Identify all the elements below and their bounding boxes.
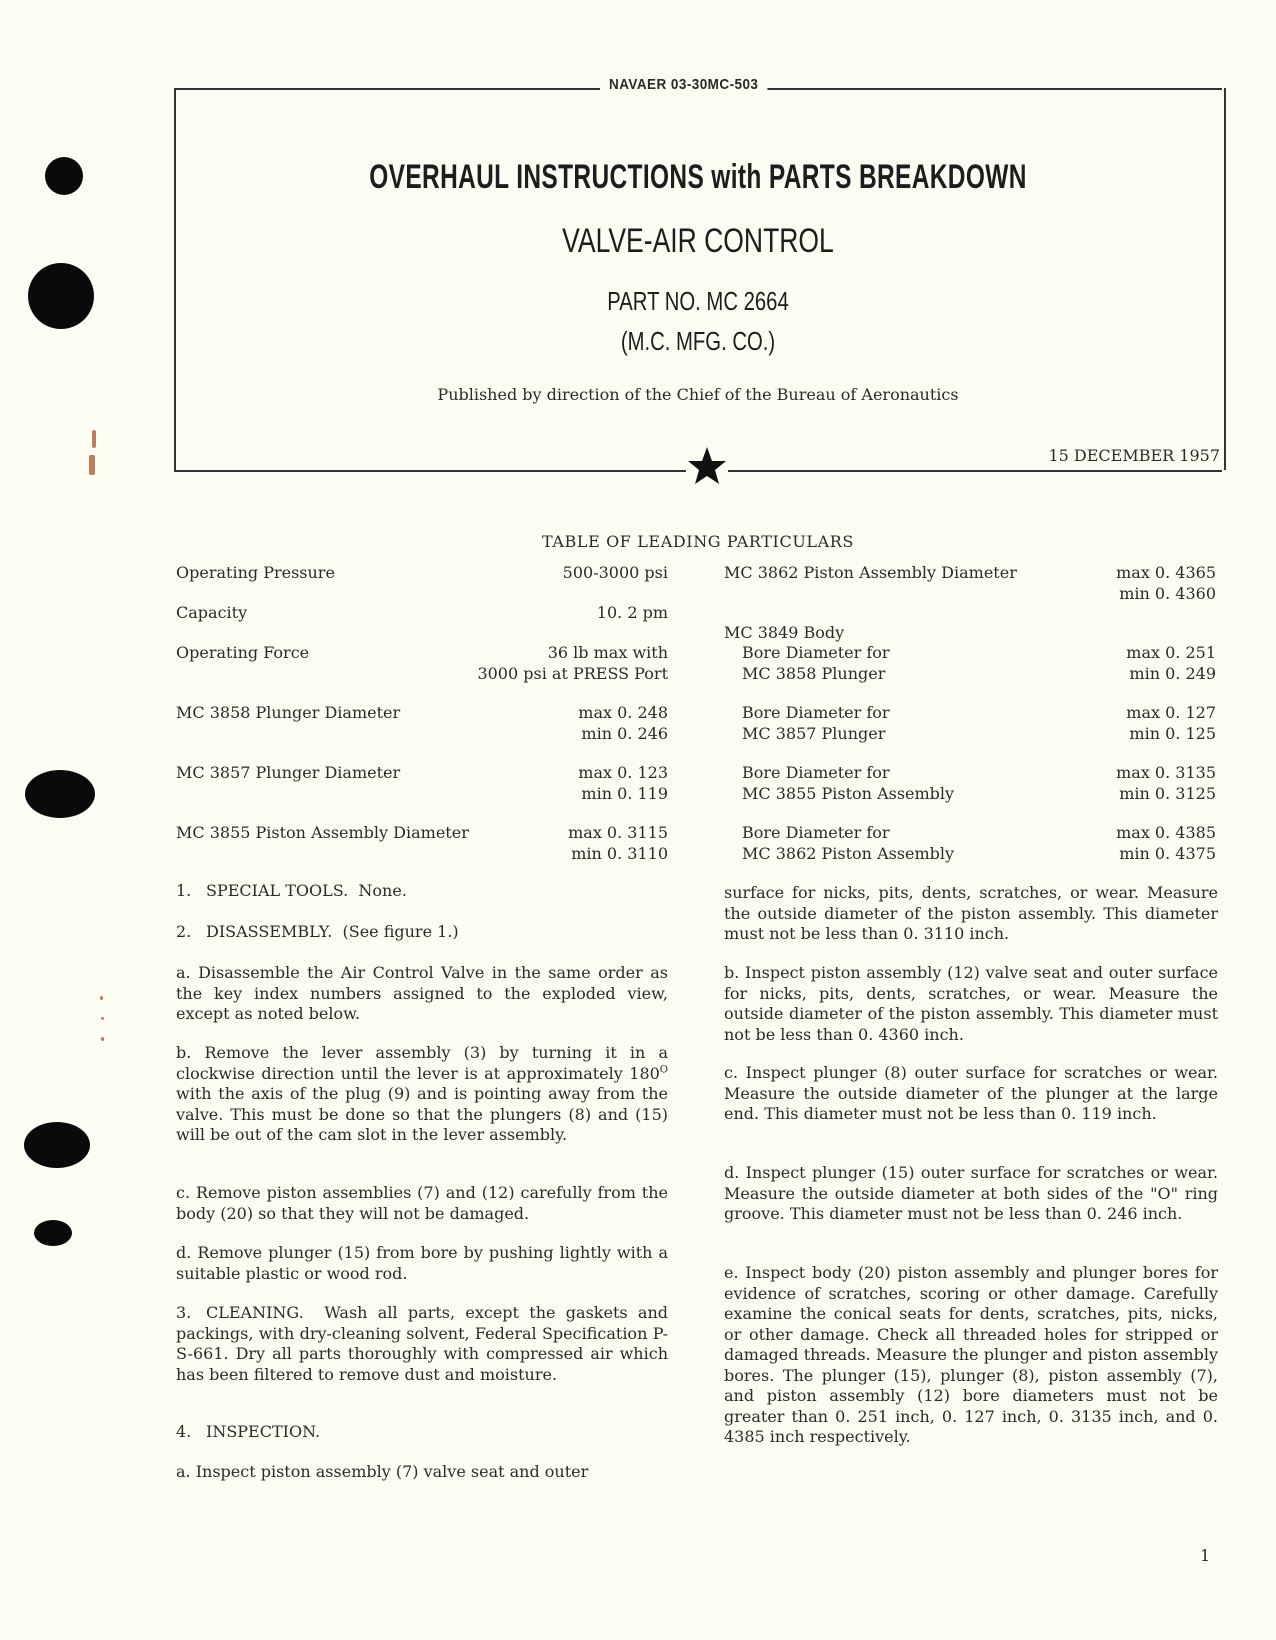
document-number: NAVAER 03-30MC-503 [600, 76, 767, 93]
document-title: OVERHAUL INSTRUCTIONS with PARTS BREAKDOWN [369, 158, 1027, 196]
publication-date: 15 DECEMBER 1957 [1044, 446, 1220, 465]
particular-label: Bore Diameter for [742, 823, 890, 842]
particular-row [724, 703, 1216, 744]
part-number: PART NO. MC 2664 [607, 286, 789, 316]
page-number: 1 [1200, 1546, 1211, 1565]
particular-label-2: MC 3857 Plunger [742, 723, 886, 743]
star-icon [686, 445, 728, 487]
particular-label: Bore Diameter for [742, 643, 890, 662]
section-cleaning [176, 1303, 668, 1385]
section-number: 2. [176, 922, 192, 941]
particular-label: MC 3857 Plunger Diameter [176, 763, 401, 782]
step-4a-start: a. Inspect piston assembly (7) valve seat and outer [176, 1462, 589, 1481]
section-text: (See figure 1.) [342, 922, 459, 941]
step-2a: a. Disassemble the Air Control Valve in the same order as the key index numbers assigned to the exploded view, except as noted below. [176, 963, 668, 1023]
particular-value-2: min 0. 4375 [1119, 843, 1216, 863]
particular-value: max 0. 251 [1126, 643, 1216, 662]
particular-value: 36 lb max with [547, 643, 668, 662]
section-heading: DISASSEMBLY. [206, 922, 333, 941]
manufacturer: (M.C. MFG. CO.) [620, 326, 776, 356]
particular-row [176, 763, 668, 804]
step-2b [176, 1043, 668, 1146]
particular-value: max 0. 3115 [568, 823, 668, 842]
rust-stain [101, 1017, 104, 1020]
document-subtitle: VALVE-AIR CONTROL [562, 222, 834, 260]
particular-label: Capacity [176, 603, 248, 622]
rust-stain [89, 455, 95, 475]
particular-value: max 0. 4385 [1116, 823, 1216, 842]
rust-stain [101, 1037, 104, 1041]
step-4b: b. Inspect piston assembly (12) valve seat and outer surface for nicks, pits, dents, scratches, or wear. Measure the outside diameter of the piston assembly. This diameter must not be less than 0. 4360 inch. [724, 963, 1218, 1044]
particular-value-2: min 0. 3125 [1119, 783, 1216, 803]
particular-value: 500-3000 psi [562, 563, 668, 582]
particular-row [176, 643, 668, 684]
particular-value: max 0. 3135 [1116, 763, 1216, 782]
particular-row [724, 563, 1216, 604]
particular-row [724, 763, 1216, 804]
binder-hole-4 [24, 1122, 90, 1168]
binder-hole-2 [28, 263, 94, 329]
step-2c: c. Remove piston assemblies (7) and (12) carefully from the body (20) so that they will not be damaged. [176, 1183, 668, 1223]
section-number: 4. [176, 1422, 192, 1441]
section-number: 1. [176, 881, 192, 900]
section-inspection [176, 1422, 668, 1443]
title-frame [174, 88, 1226, 470]
particular-value-2: min 0. 125 [1129, 723, 1216, 743]
section-special-tools [176, 881, 668, 902]
step-text: b. Remove the lever assembly (3) by turning it in a clockwise direction until the lever is at approximately 180 [176, 1043, 668, 1083]
section-text: Wash all parts, except the gaskets and packings, with dry-cleaning solvent, Federal Specification P-S-661. Dry all parts thoroughly with compressed air which has been filtered to remove dust and moisture. [176, 1303, 668, 1384]
rust-stain [100, 996, 103, 1000]
step-4a-continued: surface for nicks, pits, dents, scratches, or wear. Measure the outside diameter of the piston assembly. This diameter must not be less than 0. 3110 inch. [724, 883, 1218, 943]
particular-value: max 0. 4365 [1116, 563, 1216, 582]
section-text: None. [358, 881, 407, 900]
particular-row [724, 823, 1216, 864]
particular-value-2: min 0. 119 [581, 783, 668, 803]
section-heading: CLEANING. [206, 1303, 304, 1322]
particular-label: Operating Pressure [176, 563, 335, 582]
particular-value: 10. 2 pm [596, 603, 668, 622]
particular-row [176, 823, 668, 864]
particular-label: MC 3849 Body [724, 623, 845, 642]
binder-hole-3 [25, 770, 95, 818]
publisher-line: Published by direction of the Chief of the Bureau of Aeronautics [437, 385, 959, 404]
particular-label: Bore Diameter for [742, 703, 890, 722]
section-heading: INSPECTION. [206, 1422, 321, 1441]
particular-value: max 0. 248 [578, 703, 668, 722]
section-number: 3. [176, 1303, 192, 1322]
particular-value: max 0. 127 [1126, 703, 1216, 722]
step-text: with the axis of the plug (9) and is pointing away from the valve. This must be done so that the plungers (8) and (15) will be out of the cam slot in the lever assembly. [176, 1084, 668, 1144]
binder-hole-1 [45, 157, 83, 195]
section-disassembly [176, 922, 668, 943]
table-title: TABLE OF LEADING PARTICULARS [541, 532, 854, 551]
particular-label: MC 3855 Piston Assembly Diameter [176, 823, 469, 842]
step-4c: c. Inspect plunger (8) outer surface for scratches or wear. Measure the outside diameter of the plunger at the large end. This diameter must not be less than 0. 119 inch. [724, 1063, 1218, 1123]
section-heading: SPECIAL TOOLS. [206, 881, 349, 900]
particular-label-2: MC 3858 Plunger [742, 663, 886, 683]
binder-hole-5 [34, 1220, 72, 1246]
rust-stain [92, 430, 96, 448]
particular-label: MC 3858 Plunger Diameter [176, 703, 401, 722]
particular-value-2: min 0. 249 [1129, 663, 1216, 683]
particular-label-2: MC 3855 Piston Assembly [742, 783, 955, 803]
particular-label: MC 3862 Piston Assembly Diameter [724, 563, 1017, 582]
particular-label-2: MC 3862 Piston Assembly [742, 843, 955, 863]
particular-value-2: min 0. 246 [581, 723, 668, 743]
particular-label: Bore Diameter for [742, 763, 890, 782]
particular-value: max 0. 123 [578, 763, 668, 782]
degree-superscript: O [659, 1064, 668, 1076]
particular-row [176, 703, 668, 744]
step-4e: e. Inspect body (20) piston assembly and plunger bores for evidence of scratches, scoring or other damage. Carefully examine the conical seats for dents, scratches, pits, nicks, or other damage. Check all threaded holes for stripped or damaged threads. Measure the plunger and piston assembly bores. The plunger (15), plunger (8), piston assembly (7), and piston assembly (12) bore diameters must not be greater than 0. 251 inch, 0. 127 inch, 0. 3135 inch, and 0. 4385 inch respectively. [724, 1263, 1218, 1446]
particular-value-2: min 0. 4360 [1119, 583, 1216, 603]
step-2d: d. Remove plunger (15) from bore by pushing lightly with a suitable plastic or wood rod. [176, 1243, 668, 1283]
step-4d: d. Inspect plunger (15) outer surface for scratches or wear. Measure the outside diameter at both sides of the "O" ring groove. This diameter must not be less than 0. 246 inch. [724, 1163, 1218, 1223]
particular-row [724, 643, 1216, 684]
particular-value-2: 3000 psi at PRESS Port [477, 663, 668, 683]
particular-label: Operating Force [176, 643, 310, 662]
particular-value-2: min 0. 3110 [571, 843, 668, 863]
